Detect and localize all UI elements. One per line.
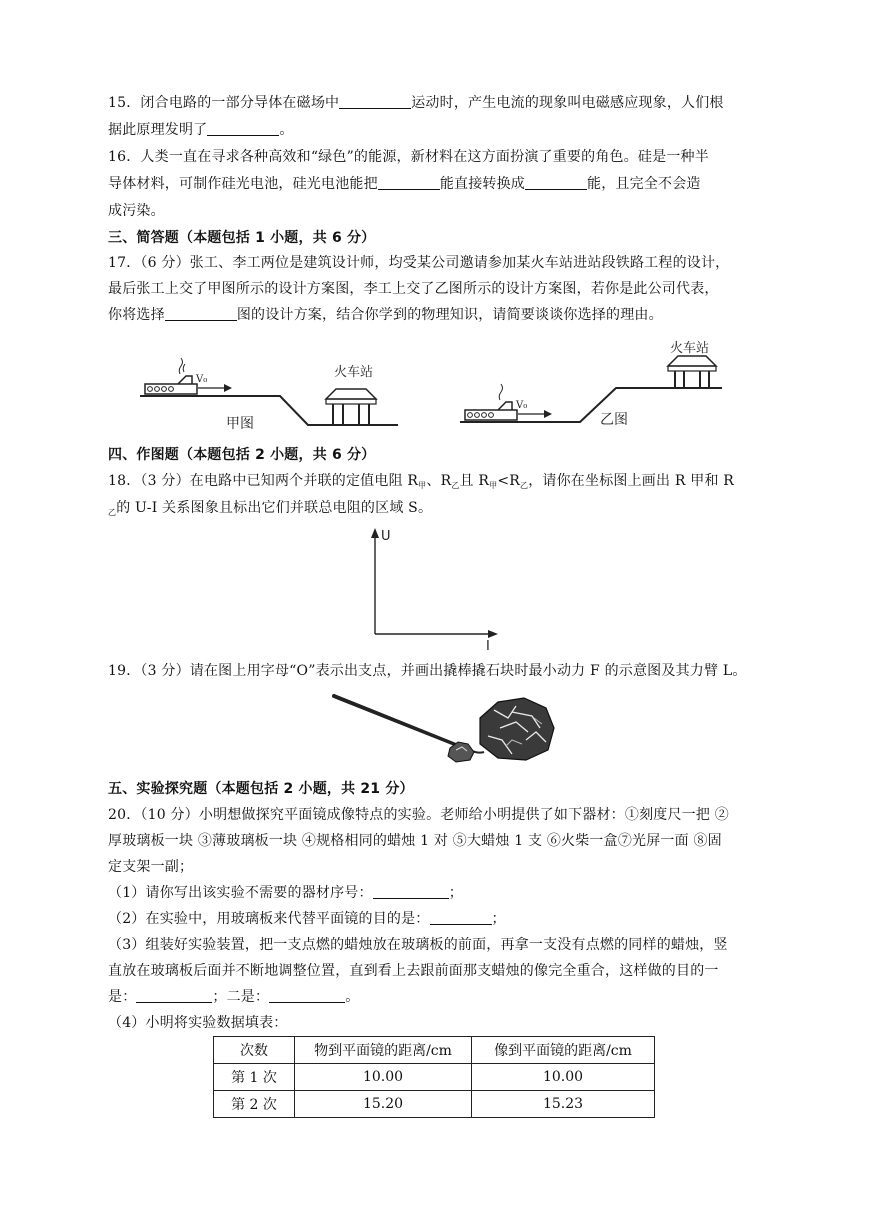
q16-line-1: 16．人类一直在寻求各种高效和“绿色”的能源，新材料在这方面扮演了重要的角色。硅是一种半 xyxy=(108,149,709,165)
crowbar-rock-figure[interactable] xyxy=(330,688,560,770)
velocity-label: V₀ xyxy=(196,374,208,385)
answer-blank[interactable] xyxy=(525,175,587,190)
q20-line-3: 定支架一副； xyxy=(108,859,194,875)
axis-i-label: I xyxy=(486,639,490,652)
answer-blank[interactable] xyxy=(269,988,345,1003)
train-icon xyxy=(460,384,520,422)
table-header-cell: 物到平面镜的距离/cm xyxy=(295,1037,472,1064)
table-row xyxy=(214,1091,655,1118)
q15-line-1: 15．闭合电路的一部分导体在磁场中 运动时，产生电流的现象叫电磁感应现象，人们根 xyxy=(108,95,724,111)
figure-caption: 乙图 xyxy=(600,412,628,428)
table-cell: 第 1 次 xyxy=(214,1064,295,1091)
table-header-cell: 次数 xyxy=(214,1037,295,1064)
table-cell: 15.20 xyxy=(295,1091,472,1118)
section-heading-5: 五、实验探究题（本题包括 2 小题，共 21 分） xyxy=(108,781,414,797)
station-label: 火车站 xyxy=(670,341,710,356)
answer-blank[interactable] xyxy=(136,988,212,1003)
table-cell: 第 2 次 xyxy=(214,1091,295,1118)
q17-line-3: 你将选择 图的设计方案，结合你学到的物理知识，请简要谈谈你选择的理由。 xyxy=(108,307,663,323)
q20-part-3-line-3: 是： ；二是： 。 xyxy=(108,989,360,1005)
table-cell: 10.00 xyxy=(295,1064,472,1091)
answer-blank[interactable] xyxy=(373,884,449,899)
table-row xyxy=(214,1064,655,1091)
q20-part-4: （4）小明将实验数据填表： xyxy=(108,1015,288,1031)
q18-line-2: $_乙$的 U-I 关系图象且标出它们并联总电阻的区域 S。 xyxy=(108,500,433,517)
q15-line-2: 据此原理发明了 。 xyxy=(108,122,294,138)
q20-part-3-line-1: （3）组装好实验装置，把一支点燃的蜡烛放在玻璃板的前面，再拿一支没有点燃的同样的蜡烛，竖 xyxy=(108,937,728,953)
q20-part-3-line-2: 直放在玻璃板后面并不断地调整位置，直到看上去跟前面那支蜡烛的像完全重合，这样做的目的一 xyxy=(108,963,719,979)
q17-line-1: 17．（6 分）张工、李工两位是建筑设计师，均受某公司邀请参加某火车站进站段铁路工程的设计， xyxy=(108,255,730,271)
q19-line-1: 19．（3 分）请在图上用字母“O”表示出支点，并画出撬棒撬石块时最小动力 F 的示意图及其力臂 L。 xyxy=(108,663,747,679)
q18-line-1: 18．（3 分）在电路中已知两个并联的定值电阻 $R_甲$、$R_乙$且 $R_甲<R_乙$，请你在坐标图上画出 R 甲和 R xyxy=(108,473,735,490)
station-icon xyxy=(326,389,376,424)
experiment-data-table xyxy=(213,1036,655,1118)
answer-blank[interactable] xyxy=(339,94,411,109)
figure-caption: 甲图 xyxy=(226,416,254,432)
answer-blank[interactable] xyxy=(430,910,492,925)
q17-line-2: 最后张工上交了甲图所示的设计方案图，李工上交了乙图所示的设计方案图，若你是此公司代表， xyxy=(108,281,719,297)
station-icon xyxy=(668,356,716,388)
q16-line-3: 成污染。 xyxy=(108,203,165,219)
velocity-label: V₀ xyxy=(516,400,528,411)
train-icon xyxy=(140,358,200,396)
q20-part-1: （1）请你写出该实验不需要的器材序号： ； xyxy=(108,885,463,901)
answer-blank[interactable] xyxy=(165,306,237,321)
rock-icon xyxy=(480,698,554,760)
station-label: 火车站 xyxy=(334,365,374,380)
section-heading-4: 四、作图题（本题包括 2 小题，共 6 分） xyxy=(108,447,376,463)
small-stone-icon xyxy=(448,742,474,762)
q20-part-2: （2）在实验中，用玻璃板来代替平面镜的目的是： ； xyxy=(108,911,506,927)
table-header-row xyxy=(214,1037,655,1064)
railway-figure-a xyxy=(140,352,400,434)
q20-line-1: 20．（10 分）小明想做探究平面镜成像特点的实验。老师给小明提供了如下器材：①刻度尺一把 ② xyxy=(108,807,729,823)
q16-line-2: 导体材料，可制作硅光电池，硅光电池能把 能直接转换成 能，且完全不会造 xyxy=(108,176,701,192)
section-heading-3: 三、简答题（本题包括 1 小题，共 6 分） xyxy=(108,230,376,246)
table-cell: 15.23 xyxy=(472,1091,655,1118)
ui-coordinate-graph[interactable] xyxy=(360,524,500,652)
railway-figure-b xyxy=(460,336,730,436)
answer-blank[interactable] xyxy=(378,175,440,190)
table-cell: 10.00 xyxy=(472,1064,655,1091)
axis-u-label: U xyxy=(381,529,391,544)
table-header-cell: 像到平面镜的距离/cm xyxy=(472,1037,655,1064)
q20-line-2: 厚玻璃板一块 ③薄玻璃板一块 ④规格相同的蜡烛 1 对 ⑤大蜡烛 1 支 ⑥火柴一盒⑦光屏一面 ⑧固 xyxy=(108,833,722,849)
answer-blank[interactable] xyxy=(207,121,279,136)
